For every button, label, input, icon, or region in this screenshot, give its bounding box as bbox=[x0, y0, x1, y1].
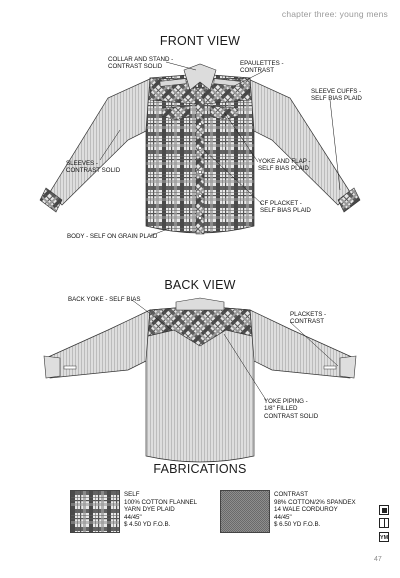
callout-epaulettes: EPAULETTES - CONTRAST bbox=[240, 60, 284, 75]
ym-icon: YM bbox=[379, 532, 389, 542]
self-fabric-line: $ 4.50 YD F.O.B. bbox=[124, 521, 171, 529]
callout-plackets: PLACKETS - CONTRAST bbox=[290, 311, 327, 326]
split-square-icon bbox=[379, 518, 389, 528]
chapter-header: chapter three: young mens bbox=[281, 9, 388, 19]
callout-body: BODY - SELF ON GRAIN PLAID bbox=[67, 233, 158, 240]
callout-cf-placket: CF PLACKET - SELF BIAS PLAID bbox=[260, 200, 311, 215]
contrast-fabric-swatch bbox=[220, 490, 270, 533]
filled-square-icon bbox=[379, 505, 389, 515]
callout-yoke-piping: YOKE PIPING - 1/8" FILLED CONTRAST SOLID bbox=[264, 398, 319, 420]
fabrications-title: FABRICATIONS bbox=[153, 462, 247, 476]
contrast-fabric-line: $ 6.50 YD F.O.B. bbox=[274, 521, 321, 529]
page-number: 47 bbox=[374, 556, 382, 563]
front-leader-lines bbox=[0, 0, 400, 260]
contrast-fabric-line: 14 WALE CORDUROY bbox=[274, 506, 338, 514]
callout-back-yoke: BACK YOKE - SELF BIAS bbox=[68, 296, 141, 303]
back-leader-lines bbox=[0, 290, 400, 420]
contrast-fabric-line: CONTRAST bbox=[274, 491, 309, 498]
callout-sleeves: SLEEVES - CONTRAST SOLID bbox=[66, 160, 121, 175]
callout-sleeve-cuffs: SLEEVE CUFFS - SELF BIAS PLAID bbox=[311, 88, 362, 103]
self-fabric-line: SELF bbox=[124, 491, 140, 498]
contrast-fabric-info bbox=[274, 491, 356, 529]
self-fabric-line: YARN DYE PLAID bbox=[124, 506, 175, 514]
contrast-fabric-line: 44/45" bbox=[274, 513, 292, 521]
front-view-title: FRONT VIEW bbox=[159, 34, 241, 48]
self-fabric-line: 100% COTTON FLANNEL bbox=[124, 498, 198, 506]
back-view-title: BACK VIEW bbox=[164, 278, 236, 292]
self-fabric-info bbox=[124, 491, 197, 529]
contrast-fabric-line: 98% COTTON/2% SPANDEX bbox=[274, 498, 356, 506]
self-fabric-line: 44/45" bbox=[124, 513, 142, 521]
callout-collar: COLLAR AND STAND - CONTRAST SOLID bbox=[108, 56, 174, 71]
callout-yoke-flap: YOKE AND FLAP - SELF BIAS PLAID bbox=[258, 158, 311, 173]
self-fabric-swatch bbox=[70, 490, 120, 533]
